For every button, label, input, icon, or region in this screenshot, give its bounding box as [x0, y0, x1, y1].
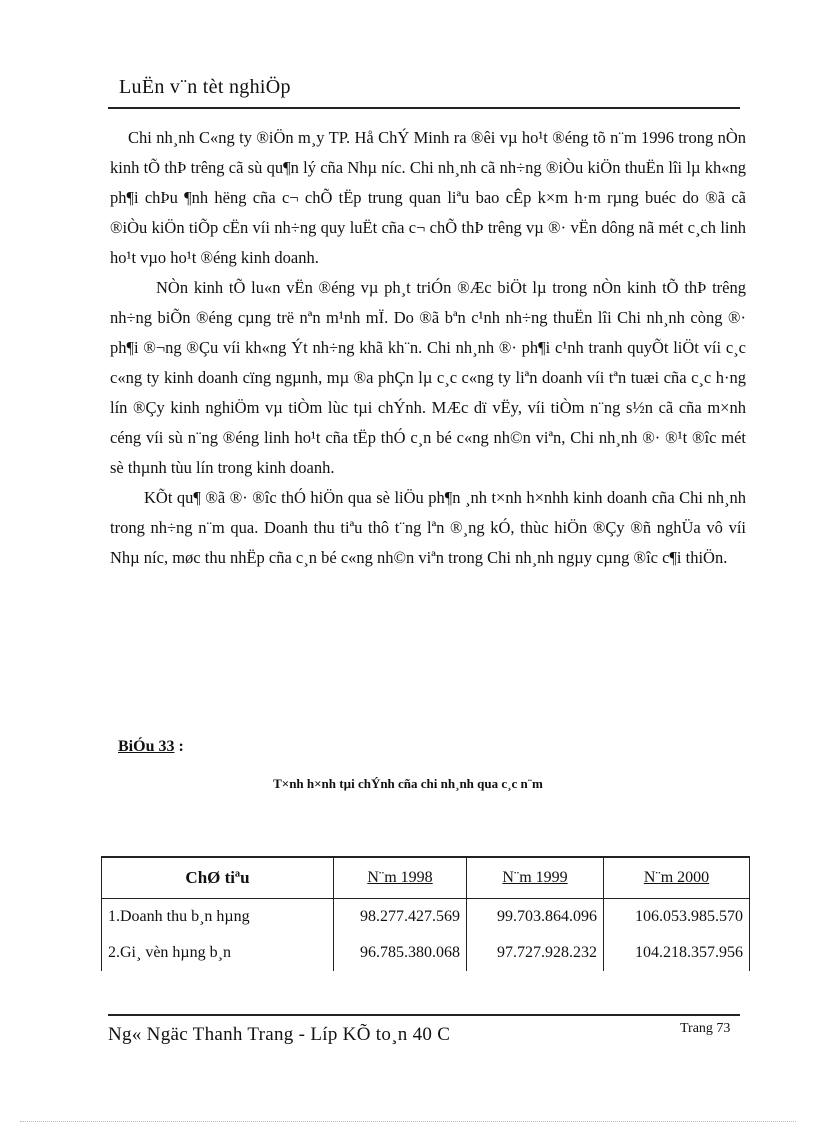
cell-value: 96.785.380.068 [334, 935, 467, 971]
cell-value: 97.727.928.232 [467, 935, 604, 971]
header-year-2000-label: N¨m 2000 [643, 869, 710, 886]
body-text [110, 123, 746, 573]
header-year-2000 [604, 857, 750, 899]
cell-value: 104.218.357.956 [604, 935, 750, 971]
header-year-1998 [334, 857, 467, 899]
header-indicator-label: ChØ tiªu [185, 868, 250, 887]
cell-value: 106.053.985.570 [604, 899, 750, 936]
page-header-title: LuËn v¨n tèt nghiÖp [119, 76, 291, 98]
financial-table [101, 856, 750, 971]
paragraph-3: KÕt qu¶ ®ã ®· ®îc thÓ hiÖn qua sè liÖu ph¶n ¸nh t×nh h×nhh kinh doanh cña Chi nh¸nh trong nh÷ng n¨m qua. Doanh thu tiªu thô t¨ng lªn ®¸ng kÓ, thùc hiÖn ®Çy ®ñ nghÜa vô víi Nhµ níc, møc thu nhËp cña c¸n bé c«ng nh©n viªn trong Chi nh¸nh ngµy cµng ®îc c¶i thiÖn. [110, 488, 746, 567]
footer-divider [108, 1014, 740, 1016]
row-label: 1.Doanh thu b¸n hµng [102, 899, 334, 936]
page-number: Trang 73 [680, 1021, 731, 1036]
cell-value: 99.703.864.096 [467, 899, 604, 936]
header-year-1999 [467, 857, 604, 899]
table-label-colon: : [174, 738, 184, 755]
header-year-1998-label: N¨m 1998 [367, 869, 433, 886]
header-indicator [102, 857, 334, 899]
paragraph-1: Chi nh¸nh C«ng ty ®iÖn m¸y TP. Hå ChÝ Minh ra ®êi vµ ho¹t ®éng tõ n¨m 1996 trong nÒn kinh tÕ thÞ trêng cã sù qu¶n lý cña Nhµ níc. Chi nh¸nh cã nh÷ng ®iÒu kiÖn thuËn lîi lµ kh«ng ph¶i chÞu ¶nh hëng cña c¬ chÕ tËp trung quan liªu bao cÊp k×m h·m rµng buéc do ®ã cã ®iÒu kiÖn tiÕp cËn víi nh÷ng quy luËt cña c¬ chÕ thÞ trêng vµ ®· vËn dông nã mét c¸ch linh ho¹t vµo ho¹t ®éng kinh doanh. [110, 128, 746, 267]
table-row [102, 899, 750, 936]
table-label-number: BiÓu 33 [118, 738, 175, 755]
table-caption: T×nh h×nh tµi chÝnh cña chi nh¸nh qua c¸c n¨m [273, 776, 543, 791]
footer-author: Ng« Ngäc Thanh Trang - Líp KÕ to¸n 40 C [108, 1024, 451, 1045]
header-year-1999-label: N¨m 1999 [502, 869, 568, 886]
cell-value: 98.277.427.569 [334, 899, 467, 936]
table-header-row [102, 857, 750, 899]
header-divider [108, 107, 740, 109]
page-edge-dotted-line [20, 1121, 796, 1122]
paragraph-2: NÒn kinh tÕ lu«n vËn ®éng vµ ph¸t triÓn ®Æc biÖt lµ trong nÒn kinh tÕ thÞ trêng nh÷ng biÕn ®éng cµng trë nªn m¹nh mÏ. Do ®ã bªn c¹nh nh÷ng thuËn lîi Chi nh¸nh còng ®· ph¶i ®¬ng ®Çu víi kh«ng Ýt nh÷ng khã kh¨n. Chi nh¸nh ®· ph¶i c¹nh tranh quyÕt liÖt víi c¸c c«ng ty kinh doanh cïng ngµnh, mµ ®a phÇn lµ c¸c c«ng ty liªn doanh víi tªn tuæi cña c¸c h·ng lín ®Çy kinh nghiÖm vµ tiÒm lùc tµi chÝnh. MÆc dï vËy, víi tiÒm n¨ng s½n cã cña m×nh céng víi sù n¨ng ®éng linh ho¹t cña tËp thÓ c¸n bé c«ng nh©n viªn, Chi nh¸nh ®· ®¹t ®îc mét sè thµnh tùu lín trong kinh doanh. [110, 278, 746, 477]
row-label: 2.Gi¸ vèn hµng b¸n [102, 935, 334, 971]
table-label [118, 738, 184, 756]
table-row [102, 935, 750, 971]
